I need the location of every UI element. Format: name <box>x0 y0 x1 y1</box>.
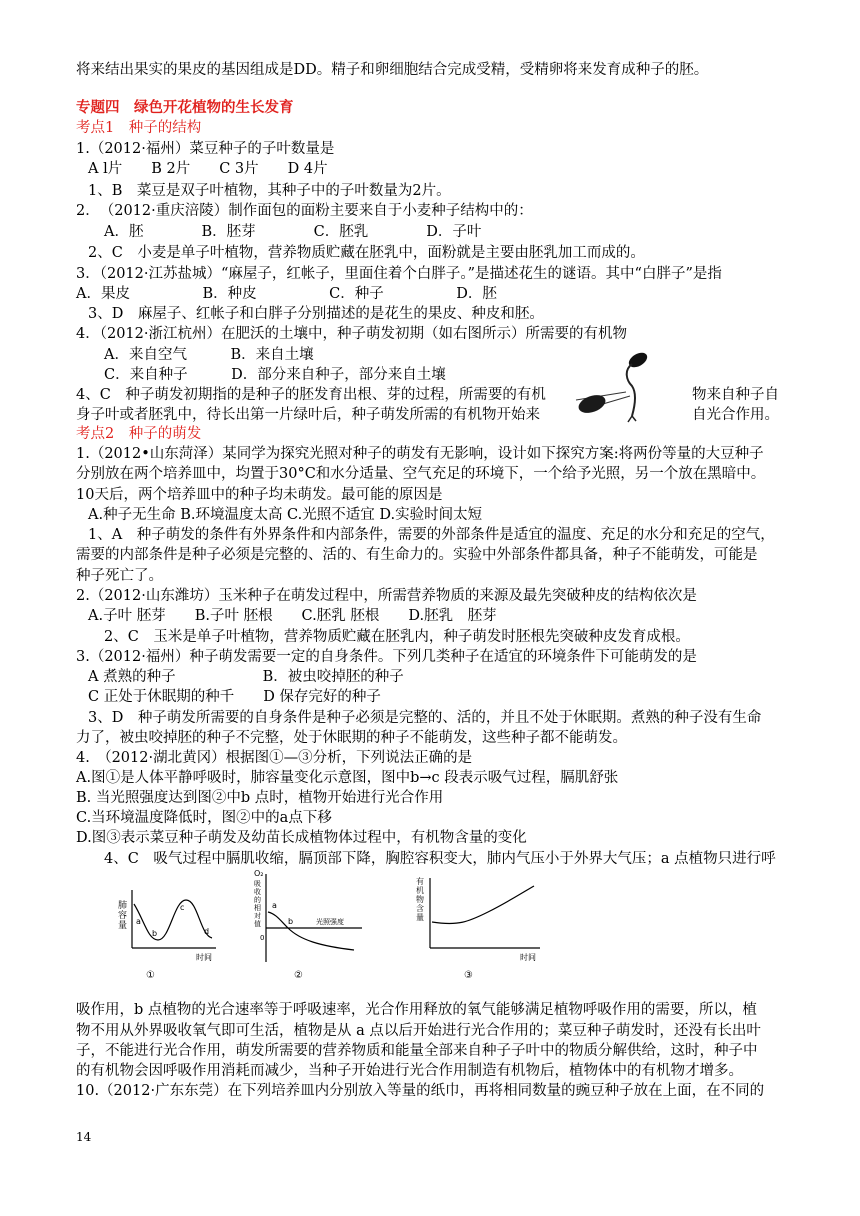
y-label: O₂ <box>254 869 264 878</box>
question: 1.（2012·福州）菜豆种子的子叶数量是 <box>76 141 335 157</box>
answer: 吸作用，b 点植物的光合速率等于呼吸速率，光合作用释放的氧气能够满足植物呼吸作用的需要，所以，植 <box>76 1002 757 1018</box>
figure-caption: ③ <box>464 970 473 980</box>
answer: 物不用从外界吸收氧气即可生活，植物是从 a 点以后开始进行光合作用的；菜豆种子萌发时，还没有长出叶 <box>76 1023 761 1039</box>
question: 3．（2012·江苏盐城）“麻屋子，红帐子，里面住着个白胖子。”是描述花生的谜语。其中“白胖子”是指 <box>76 266 722 282</box>
answer: 2、C 小麦是单子叶植物，营养物质贮藏在胚乳中，面粉就是主要由胚乳加工而成的。 <box>88 245 645 261</box>
y-label: 有 <box>416 877 424 886</box>
y-label: 机 <box>416 886 424 895</box>
y-label: 的 <box>254 896 261 904</box>
y-label: 肺 <box>118 901 128 911</box>
options: A．胚 B．胚芽 C．胚乳 D．子叶 <box>104 224 482 240</box>
y-label: 量 <box>118 921 128 931</box>
question: 1.（2012•山东菏泽）某同学为探究光照对种子的萌发有无影响，设计如下探究方案:将两份等量的大豆种子 <box>76 446 764 462</box>
question: 10天后，两个培养皿中的种子均未萌发。最可能的原因是 <box>76 487 443 503</box>
answer-side-text: 自光合作用。 <box>692 407 779 423</box>
question: 10.（2012·广东东莞）在下列培养皿内分别放入等量的纸巾，再将相同数量的豌豆种子放在上面，在不同的 <box>76 1083 765 1099</box>
y-label: 容 <box>118 911 128 921</box>
section-title: 专题四 绿色开花植物的生长发育 <box>76 99 294 116</box>
answer: 2、C 玉米是单子叶植物，营养物质贮藏在胚乳内，种子萌发时胚根先突破种皮发育成根。 <box>104 629 690 645</box>
answer: 1、B 菜豆是双子叶植物，其种子中的子叶数量为2片。 <box>88 183 451 199</box>
question: 2.（2012·山东潍坊）玉米种子在萌发过程中，所需营养物质的来源及最先突破种皮的结构依次是 <box>76 588 697 604</box>
page-number: 14 <box>76 1130 92 1144</box>
options: C.当环境温度降低时，图②中的a点下移 <box>76 810 332 826</box>
answer: 3、D 种子萌发所需要的自身条件是种子必须是完整的、活的，并且不处于休眠期。煮熟的种子没有生命 <box>88 710 762 726</box>
y-label: 物 <box>416 895 424 904</box>
point-label: d <box>204 927 210 936</box>
y-label: 量 <box>416 913 424 922</box>
curve <box>134 900 212 940</box>
seedling-illustration <box>566 346 676 424</box>
curve <box>432 886 534 924</box>
point-label: b <box>288 917 294 926</box>
figure-caption: ② <box>294 970 303 980</box>
y-label: 相 <box>254 904 261 912</box>
answer: 4、C 种子萌发初期指的是种子的胚发育出根、芽的过程，所需要的有机 <box>76 387 546 403</box>
y-label: 吸 <box>254 880 261 888</box>
options: A 煮熟的种子 B．被虫咬掉胚的种子 <box>88 669 404 685</box>
answer: 需要的内部条件是种子必须是完整的、活的、有生命力的。实验中外部条件都具备，种子不能萌发，可能是 <box>76 547 758 563</box>
answer: 的有机物会因呼吸作用消耗而减少，当种子开始进行光合作用制造有机物后，植物体中的有机物才增多。 <box>76 1063 743 1079</box>
zero-label: 0 <box>260 934 265 942</box>
y-label: 值 <box>254 920 261 928</box>
options: C 正处于休眠期的种千 D 保存完好的种子 <box>88 689 381 705</box>
answer: 1、A 种子萌发的条件有外界条件和内部条件，需要的外部条件是适宜的温度、充足的水分和充足的空气， <box>88 527 775 543</box>
y-label: 收 <box>254 888 261 896</box>
options: D.图③表示菜豆种子萌发及幼苗长成植物体过程中，有机物含量的变化 <box>76 830 527 846</box>
answer-side-text: 物来自种子自 <box>692 387 779 403</box>
point-label: a <box>272 901 277 910</box>
options: B. 当光照强度达到图②中b 点时，植物开始进行光合作用 <box>76 790 444 806</box>
topic-heading: 考点2 种子的萌发 <box>76 426 202 442</box>
answer: 种子死亡了。 <box>76 568 163 584</box>
y-label: 含 <box>416 904 424 913</box>
options: A．来自空气 B．来自土壤 <box>104 347 314 363</box>
answer: 4、C 吸气过程中膈肌收缩，膈顶部下降，胸腔容积变大，肺内气压小于外界大气压；a 点植物只进行呼 <box>104 851 776 867</box>
options: C．来自种子 D．部分来自种子，部分来自土壤 <box>104 367 446 383</box>
options: A l片 B 2片 C 3片 D 4片 <box>88 161 328 177</box>
topic-heading: 考点1 种子的结构 <box>76 120 202 136</box>
figure-2-oxygen-light <box>250 866 370 980</box>
x-label: 光照强度 <box>316 918 344 926</box>
answer: 子，不能进行光合作用，萌发所需要的营养物质和能量全部来自种子子叶中的物质分解供给，这时，种子中 <box>76 1043 758 1059</box>
options: A.子叶 胚芽 B.子叶 胚根 C.胚乳 胚根 D.胚乳 胚芽 <box>88 608 497 624</box>
point-label: b <box>152 929 158 938</box>
x-label: 时间 <box>196 953 212 962</box>
figure-caption: ① <box>146 970 155 980</box>
question: 4．（2012·浙江杭州）在肥沃的土壤中，种子萌发初期（如右图所示）所需要的有机物 <box>76 326 627 342</box>
point-label: c <box>180 903 185 912</box>
text-line: 将来结出果实的果皮的基因组成是DD。精子和卵细胞结合完成受精，受精卵将来发育成种子的胚。 <box>76 62 709 78</box>
options: A.种子无生命 B.环境温度太高 C.光照不适宜 D.实验时间太短 <box>88 507 483 523</box>
figure-3-organic-matter <box>408 868 548 980</box>
options: A．果皮 B．种皮 C．种子 D．胚 <box>76 286 497 302</box>
question: 3.（2012·福州）种子萌发需要一定的自身条件。下列几类种子在适宜的环境条件下可能萌发的是 <box>76 649 697 665</box>
y-label: 对 <box>254 912 261 920</box>
question: 2． （2012·重庆涪陵）制作面包的面粉主要来自于小麦种子结构中的： <box>76 203 533 219</box>
figure-1-lung-volume <box>112 880 222 980</box>
answer: 力了，被虫咬掉胚的种子不完整，处于休眠期的种子不能萌发，这些种子都不能萌发。 <box>76 730 627 746</box>
answer: 身子叶或者胚乳中，待长出第一片绿叶后，种子萌发所需的有机物开始来 <box>76 407 540 423</box>
question: 4. （2012·湖北黄冈）根据图①—③分析，下列说法正确的是 <box>76 750 473 766</box>
options: A.图①是人体平静呼吸时，肺容量变化示意图，图中b→c 段表示吸气过程，膈肌舒张 <box>76 770 619 786</box>
question: 分别放在两个培养皿中，均置于30°C和水分适量、空气充足的环境下，一个给予光照，另一个放在黑暗中。 <box>76 466 766 482</box>
answer: 3、D 麻屋子、红帐子和白胖子分别描述的是花生的果皮、种皮和胚。 <box>88 306 544 322</box>
point-label: a <box>136 917 141 926</box>
x-label: 时间 <box>520 953 536 962</box>
